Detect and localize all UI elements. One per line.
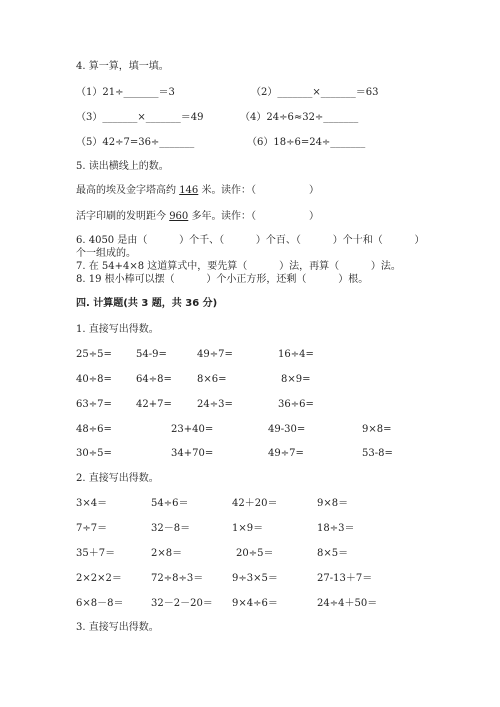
p2-cell: 1×9＝: [232, 523, 264, 534]
p2-cell: 72÷8÷3＝: [151, 573, 204, 584]
p2-cell: 9×8＝: [317, 498, 349, 509]
p2-title: 2. 直接写出得数。: [76, 473, 159, 484]
p2-cell: 32－8＝: [151, 523, 191, 534]
p1-cell: 42+7=: [136, 399, 172, 410]
p2-cell: 20÷5＝: [236, 548, 274, 559]
p2-cell: 27-13＋7＝: [317, 573, 373, 584]
p1-cell: 34+70=: [171, 448, 214, 459]
p1-cell: 63÷7=: [76, 399, 112, 410]
p2-cell: 2×2×2＝: [76, 573, 122, 584]
q5-line-2: [76, 211, 221, 223]
p1-cell: 49÷7=: [197, 349, 233, 360]
p1-cell: 36÷6=: [278, 399, 314, 410]
p1-cell: 23+40=: [171, 424, 214, 435]
p1-cell: 25÷5=: [76, 349, 112, 360]
p2-cell: 9÷3×5＝: [232, 573, 278, 584]
q7-line: 7. 在 54+4×8 这道算式中，要先算（ ）法，再算（ ）法。: [76, 261, 401, 272]
q6-line-1: 6. 4050 是由（ ）个千、（ ）个百、（ ）个十和（ ）: [76, 235, 425, 246]
q5-line-1: [76, 185, 221, 197]
p1-cell: 49÷7=: [268, 448, 304, 459]
q4-item-5: （5）42÷7=36÷_______: [76, 137, 195, 148]
p2-cell: 24÷4＋50＝: [317, 598, 378, 609]
p2-cell: 2×8＝: [151, 548, 183, 559]
p1-cell: 54-9=: [136, 349, 167, 360]
q6-line-2: 个一组成的。: [76, 248, 136, 259]
p1-cell: 16÷4=: [278, 349, 314, 360]
section-heading: 四. 计算题(共 3 题，共 36 分): [76, 298, 218, 309]
q5-line2-text: 活字印刷的发明距今: [76, 211, 170, 222]
p1-cell: 53-8=: [362, 448, 393, 459]
p2-cell: 35＋7＝: [76, 548, 116, 559]
p1-cell: 8×9=: [281, 374, 311, 385]
p2-cell: 3×4＝: [76, 498, 108, 509]
q4-item-4: （4）24÷6≈32÷_______: [240, 112, 359, 123]
q4-item-3: （3）_______×_______＝49: [76, 112, 204, 123]
q4-item-1: （1）21÷_______＝3: [76, 87, 175, 98]
p1-cell: 24÷3=: [197, 399, 233, 410]
q5-line1-read-label: 读作：（: [221, 185, 256, 196]
p2-cell: 7÷7＝: [76, 523, 108, 534]
q5-line1-close: ）: [309, 185, 319, 196]
q5-line2-unit: 多年。: [188, 211, 222, 222]
p3-title: 3. 直接写出得数。: [76, 622, 159, 633]
p1-cell: 48÷6=: [76, 424, 112, 435]
p1-cell: 30÷5=: [76, 448, 112, 459]
p1-cell: 9×8=: [362, 424, 392, 435]
p1-cell: 49-30=: [268, 424, 306, 435]
p1-cell: 8×6=: [197, 374, 227, 385]
q5-line1-text: 最高的埃及金字塔高约: [76, 185, 180, 196]
p1-title: 1. 直接写出得数。: [76, 324, 159, 335]
q5-line2-number: 960: [169, 211, 189, 222]
q4-item-6: （6）18÷6=24÷_______: [247, 137, 366, 148]
p1-cell: 64÷8=: [136, 374, 172, 385]
q5-line1-unit: 米。: [198, 185, 222, 196]
p2-cell: 42＋20＝: [232, 498, 278, 509]
p2-cell: 8×5＝: [317, 548, 349, 559]
p2-cell: 18÷3＝: [317, 523, 355, 534]
q4-title: 4. 算一算，填一填。: [76, 61, 169, 72]
p1-cell: 40÷8=: [76, 374, 112, 385]
q8-line: 8. 19 根小棒可以摆（ ）个小正方形，还剩（ ）根。: [76, 274, 369, 285]
p2-cell: 9×4÷6＝: [232, 598, 278, 609]
q5-title: 5. 读出横线上的数。: [76, 161, 169, 172]
p2-cell: 32－2－20＝: [151, 598, 213, 609]
p2-cell: 6×8－8＝: [76, 598, 124, 609]
p2-cell: 54÷6＝: [151, 498, 189, 509]
q5-line2-close: ）: [309, 211, 319, 222]
q5-line1-number: 146: [179, 185, 199, 196]
q5-line2-read-label: 读作：（: [221, 211, 256, 222]
q4-item-2: （2）_______×_______＝63: [251, 87, 379, 98]
